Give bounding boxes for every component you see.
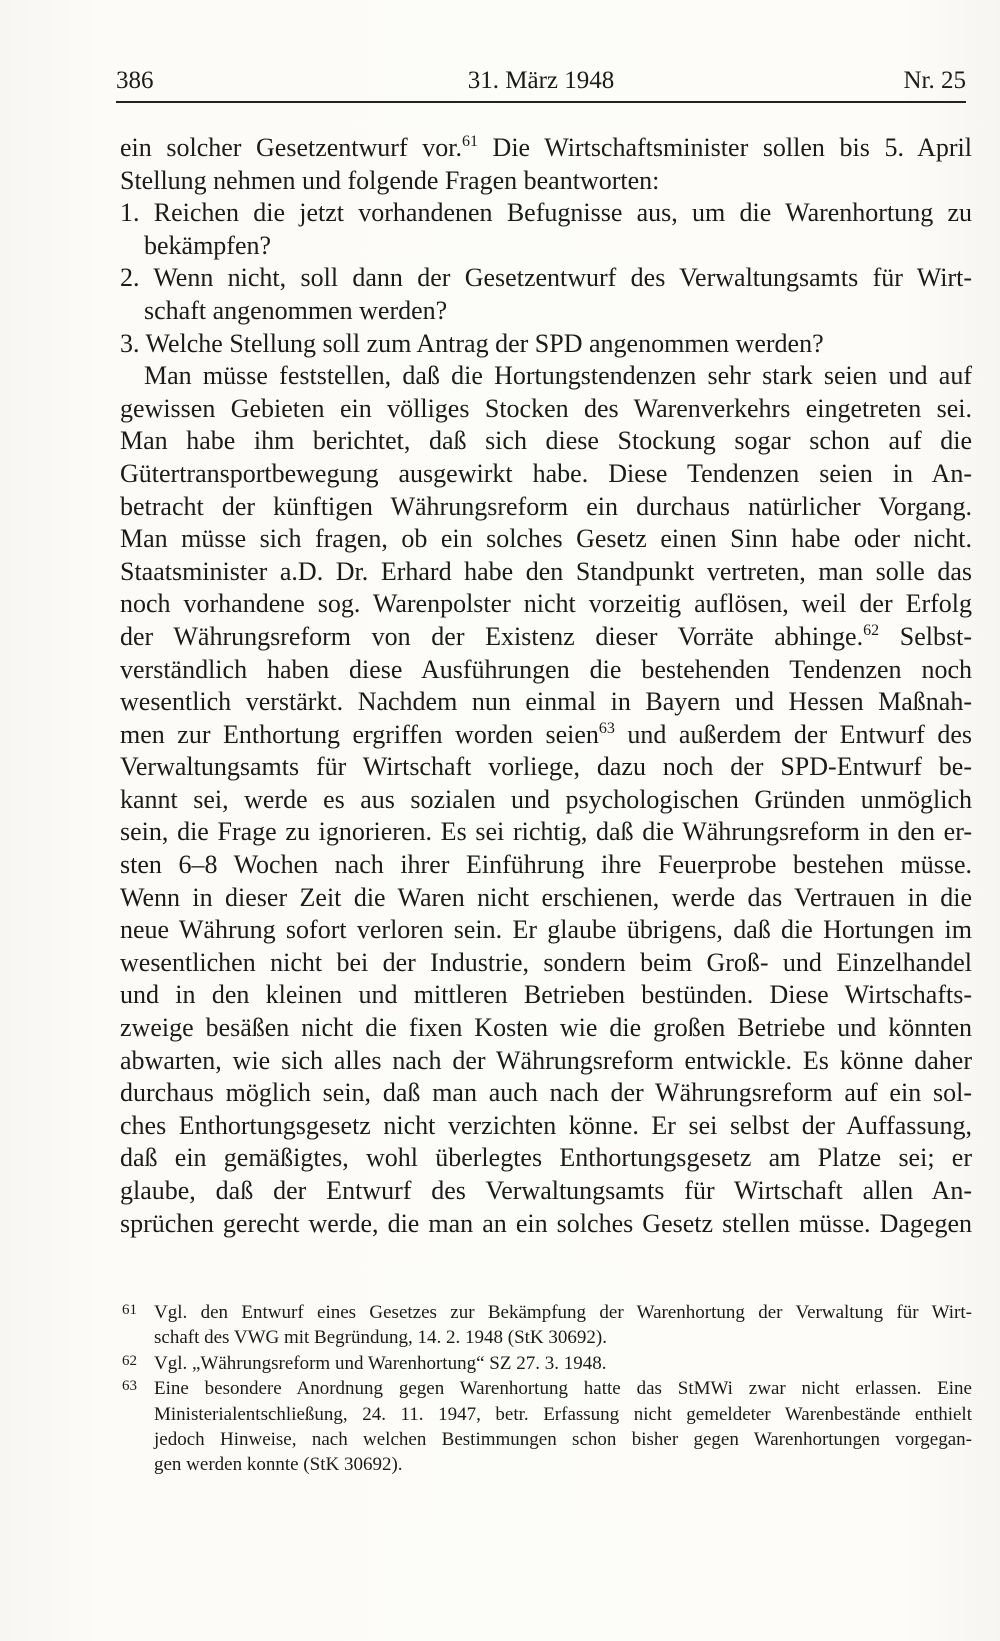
text-line: verständlich haben diese Ausführungen die bestehenden Tendenzen noch [120, 654, 972, 684]
text-line: ein solcher Gesetzentwurf vor.$^{61}$ Die Wirtschaftsminister sollen bis 5. April [120, 133, 972, 162]
page-number: 386 [116, 67, 154, 94]
list-item-2: 2. Wenn nicht, soll dann der Gesetzentwurf des Verwaltungsamts für Wirt- [120, 263, 972, 293]
text-line: men zur Enthortung ergriffen worden seien$^{63}$ und außerdem der Entwurf des [120, 719, 972, 749]
text-line: wesentlichen nicht bei der Industrie, sondern beim Groß- und Einzelhandel [120, 947, 972, 977]
text-line: der Währungsreform von der Existenz dieser Vorräte abhinge.$^{62}$ Selbst- [120, 621, 972, 651]
footnote-ref-61[interactable]: 61 [461, 133, 478, 150]
text-line: sein, die Frage zu ignorieren. Es sei richtig, daß die Währungsreform in den er- [120, 817, 972, 847]
list-item-1-cont: bekämpfen? [144, 230, 272, 260]
footnote-number: 62 [122, 1352, 137, 1369]
document-number: Nr. 25 [903, 67, 966, 94]
footnote-number: 63 [122, 1378, 137, 1395]
text-line: Verwaltungsamts für Wirtschaft vorliege, dazu noch der SPD-Entwurf be- [120, 752, 972, 782]
header-rule [116, 101, 966, 103]
text-line: Man müsse feststellen, daß die Hortungstendenzen sehr stark seien und auf [144, 361, 972, 391]
text-line: zweige besäßen nicht die fixen Kosten wie die großen Betriebe und könnten [120, 1013, 972, 1043]
footnote-line: Vgl. „Währungsreform und Warenhortung“ SZ 27. 3. 1948. [154, 1352, 607, 1374]
text-line: durchaus möglich sein, daß man auch nach der Währungsreform auf ein sol- [120, 1078, 972, 1108]
text-line: Stellung nehmen und folgende Fragen beantworten: [120, 165, 660, 195]
text-line: wesentlich verstärkt. Nachdem nun einmal in Bayern und Hessen Maßnah- [120, 687, 972, 717]
footnote-ref-62[interactable]: 62 [863, 621, 880, 639]
list-item-3: 3. Welche Stellung soll zum Antrag der SPD angenommen werden? [120, 328, 824, 358]
text-line: kannt sei, werde es aus sozialen und psychologischen Gründen unmöglich [120, 784, 972, 814]
text-line: gewissen Gebieten ein völliges Stocken des Warenverkehrs eingetreten sei. [120, 393, 972, 423]
text-line: Wenn in dieser Zeit die Waren nicht erschienen, werde das Vertrauen in die [120, 882, 972, 912]
list-item-1: 1. Reichen die jetzt vorhandenen Befugnisse aus, um die Warenhortung zu [120, 198, 972, 228]
footnote-62 [122, 1351, 972, 1376]
footnote-line: Ministerialentschließung, 24. 11. 1947, betr. Erfassung nicht gemeldeter Warenbestände enthielt [154, 1403, 972, 1425]
header-date: 31. März 1948 [467, 67, 615, 94]
footnote-line: Eine besondere Anordnung gegen Warenhortung hatte das StMWi zwar nicht erlassen. Eine [154, 1378, 972, 1400]
text-line: und in den kleinen und mittleren Betrieben bestünden. Diese Wirtschafts- [120, 980, 972, 1010]
footnote-63 [122, 1376, 972, 1478]
text-line: daß ein gemäßigtes, wohl überlegtes Enthortungsgesetz am Platze sei; er [120, 1143, 972, 1173]
text-line: abwarten, wie sich alles nach der Währungsreform entwickle. Es könne daher [120, 1045, 972, 1075]
footnote-line: Vgl. den Entwurf eines Gesetzes zur Bekämpfung der Warenhortung der Verwaltung für Wirt- [154, 1302, 972, 1323]
text-line: betracht der künftigen Währungsreform ein durchaus natürlicher Vorgang. [120, 491, 972, 521]
footnote-number: 61 [122, 1302, 137, 1318]
text-line: sten 6–8 Wochen nach ihrer Einführung ihre Feuerprobe bestehen müsse. [120, 850, 972, 880]
text-line: neue Währung sofort verloren sein. Er glaube übrigens, daß die Hortungen im [120, 915, 972, 945]
text-line: Staatsminister a.D. Dr. Erhard habe den Standpunkt vertreten, man solle das [120, 556, 972, 586]
footnote-line: schaft des VWG mit Begründung, 14. 2. 1948 (StK 30692). [154, 1327, 607, 1349]
main-text [120, 132, 972, 1240]
text-line: Man müsse sich fragen, ob ein solches Gesetz einen Sinn habe oder nicht. [120, 524, 972, 554]
text-line: glaube, daß der Entwurf des Verwaltungsamts für Wirtschaft allen An- [120, 1176, 972, 1205]
footnotes [122, 1300, 972, 1478]
text-line: sprüchen gerecht werde, die man an ein solches Gesetz stellen müsse. Dagegen [120, 1208, 972, 1238]
text-line: Man habe ihm berichtet, daß sich diese Stockung sogar schon auf die [120, 426, 972, 456]
footnote-61 [122, 1300, 972, 1351]
running-header [116, 64, 966, 98]
text-line: Gütertransportbewegung ausgewirkt habe. Diese Tendenzen seien in An- [120, 458, 972, 488]
text-line: noch vorhandene sog. Warenpolster nicht vorzeitig auflösen, weil der Erfolg [120, 589, 972, 619]
footnote-ref-63[interactable]: 63 [598, 719, 615, 737]
footnote-line: gen werden konnte (StK 30692). [154, 1454, 403, 1476]
text-line: ches Enthortungsgesetz nicht verzichten könne. Er sei selbst der Auffassung, [120, 1110, 972, 1140]
footnote-line: jedoch Hinweise, nach welchen Bestimmungen schon bisher gegen Warenhortungen vorgegan- [154, 1429, 972, 1451]
list-item-2-cont: schaft angenommen werden? [144, 295, 448, 325]
